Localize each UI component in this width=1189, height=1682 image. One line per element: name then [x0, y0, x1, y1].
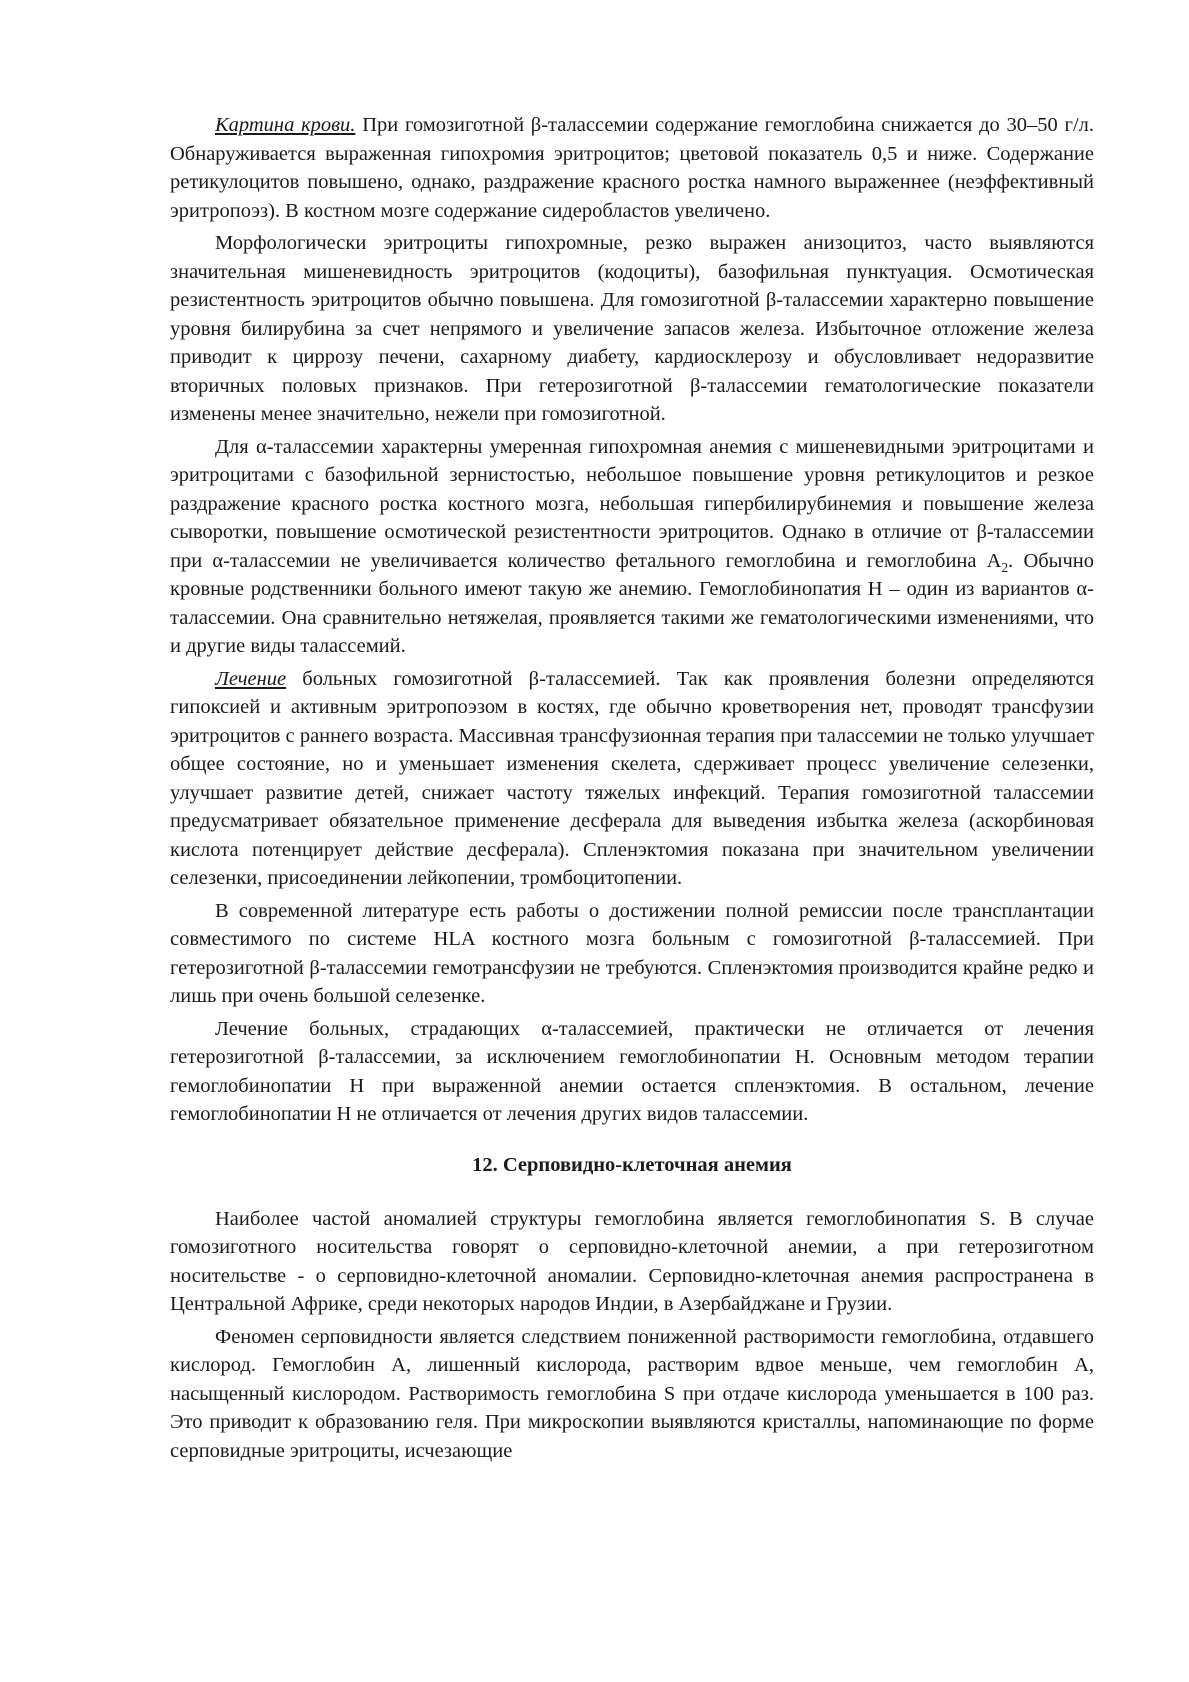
paragraph-text: Лечение больных, страдающих α-талассемией, практически не отличается от лечения гетерозиготной β-талассемии, за исключением гемоглобинопатии Н. Основным методом терапии гемоглобинопатии Н при выраженной анемии остается спленэктомия. В остальном, лечение гемоглобинопатии Н не отличается от лечения других видов талассемии. [170, 1017, 1094, 1125]
paragraph-text: Наиболее частой аномалией структуры гемоглобина является гемоглобинопатия S. В случае гомозиготного носительства говорят о серповидно-клеточной анемии, а при гетерозиготном носительстве - о серповидно-клеточной аномалии. Серповидно-клеточная анемия распространена в Центральной Африке, среди некоторых народов Индии, в Азербайджане и Грузии. [170, 1207, 1094, 1315]
paragraph-text: Для α-талассемии характерны умеренная гипохромная анемия с мишеневидными эритроцитами и эритроцитами с базофильной зернистостью, небольшое повышение уровня ретикулоцитов и резкое раздражение красного ростка костного мозга, небольшая гипербилирубинемия и повышение железа сыворотки, повышение осмотической резистентности эритроцитов. Однако в отличие от β-талассемии при α-талассемии не увеличивается количество фетального гемоглобина и гемоглобина А [170, 435, 1094, 572]
paragraph-sickling-phenomenon [170, 1323, 1094, 1466]
paragraph-morphology [170, 229, 1094, 429]
paragraph-text: В современной литературе есть работы о достижении полной ремиссии после трансплантации совместимого по системе HLA костного мозга больным с гомозиготной β-талассемией. При гетерозиготной β-талассемии гемотрансфузии не требуются. Спленэктомия производится крайне редко и лишь при очень большой селезенке. [170, 899, 1094, 1007]
paragraph-text: Морфологически эритроциты гипохромные, резко выражен анизоцитоз, часто выявляются значительная мишеневидность эритроцитов (кодоциты), базофильная пунктуация. Осмотическая резистентность эритроцитов обычно повышена. Для гомозиготной β-талассемии характерно повышение уровня билирубина за счет непрямого и увеличение запасов железа. Избыточное отложение железа приводит к циррозу печени, сахарному диабету, кардиосклерозу и обусловливает недоразвитие вторичных половых признаков. При гетерозиготной β-талассемии гематологические показатели изменены менее значительно, нежели при гомозиготной. [170, 232, 1094, 425]
paragraph-sickle-intro [170, 1205, 1094, 1319]
paragraph-lead-blood-picture: Картина крови. [215, 114, 356, 136]
paragraph-alpha-treatment [170, 1015, 1094, 1129]
paragraph-text-continued: . Обычно кровные родственники больного имеют такую же анемию. Гемоглобинопатия Н – один из вариантов α-талассемии. Она сравнительно нетяжелая, проявляется такими же гематологическими изменениями, что и другие виды талассемий. [170, 549, 1094, 657]
text-column [170, 111, 1094, 1465]
paragraph-lead-treatment: Лечение [215, 667, 287, 690]
paragraph-text: Феномен серповидности является следствием пониженной растворимости гемоглобина, отдавшего кислород. Гемоглобин А, лишенный кислорода, растворим вдвое меньше, чем гемоглобин А, насыщенный кислородом. Растворимость гемоглобина S при отдаче кислорода уменьшается в 100 раз. Это приводит к образованию геля. При микроскопии выявляются кристаллы, напоминающие по форме серповидные эритроциты, исчезающие [170, 1325, 1094, 1462]
paragraph-text: больных гомозиготной β-талассемией. Так как проявления болезни определяются гипоксией и активным эритропоэзом в костях, где обычно кроветворения нет, проводят трансфузии эритроцитов с раннего возраста. Массивная трансфузионная терапия при талассемии не только улучшает общее состояние, но и уменьшает изменения скелета, сдерживает процесс увеличение селезенки, улучшает развитие детей, снижает частоту тяжелых инфекций. Терапия гомозиготной талассемии предусматривает обязательное применение десферала для выведения избытка железа (аскорбиновая кислота потенцирует действие десферала). Спленэктомия показана при значительном увеличении селезенки, присоединении лейкопении, тромбоцитопении. [170, 667, 1094, 889]
paragraph-transplantation [170, 897, 1094, 1011]
section-heading: 12. Серповидно-клеточная анемия [472, 1153, 792, 1176]
paragraph-blood-picture [170, 111, 1094, 225]
subscript: 2 [1001, 559, 1009, 575]
paragraph-treatment [170, 665, 1094, 893]
paragraph-alpha-thalassemia [170, 433, 1094, 661]
paragraph-text: При гомозиготной β-талассемии содержание гемоглобина снижается до 30–50 г/л. Обнаруживается выраженная гипохромия эритроцитов; цветовой показатель 0,5 и ниже. Содержание ретикулоцитов повышено, однако, раздражение красного ростка намного выраженнее (неэффективный эритропоэз). В костном мозге содержание сидеробластов увеличено. [170, 114, 1094, 222]
